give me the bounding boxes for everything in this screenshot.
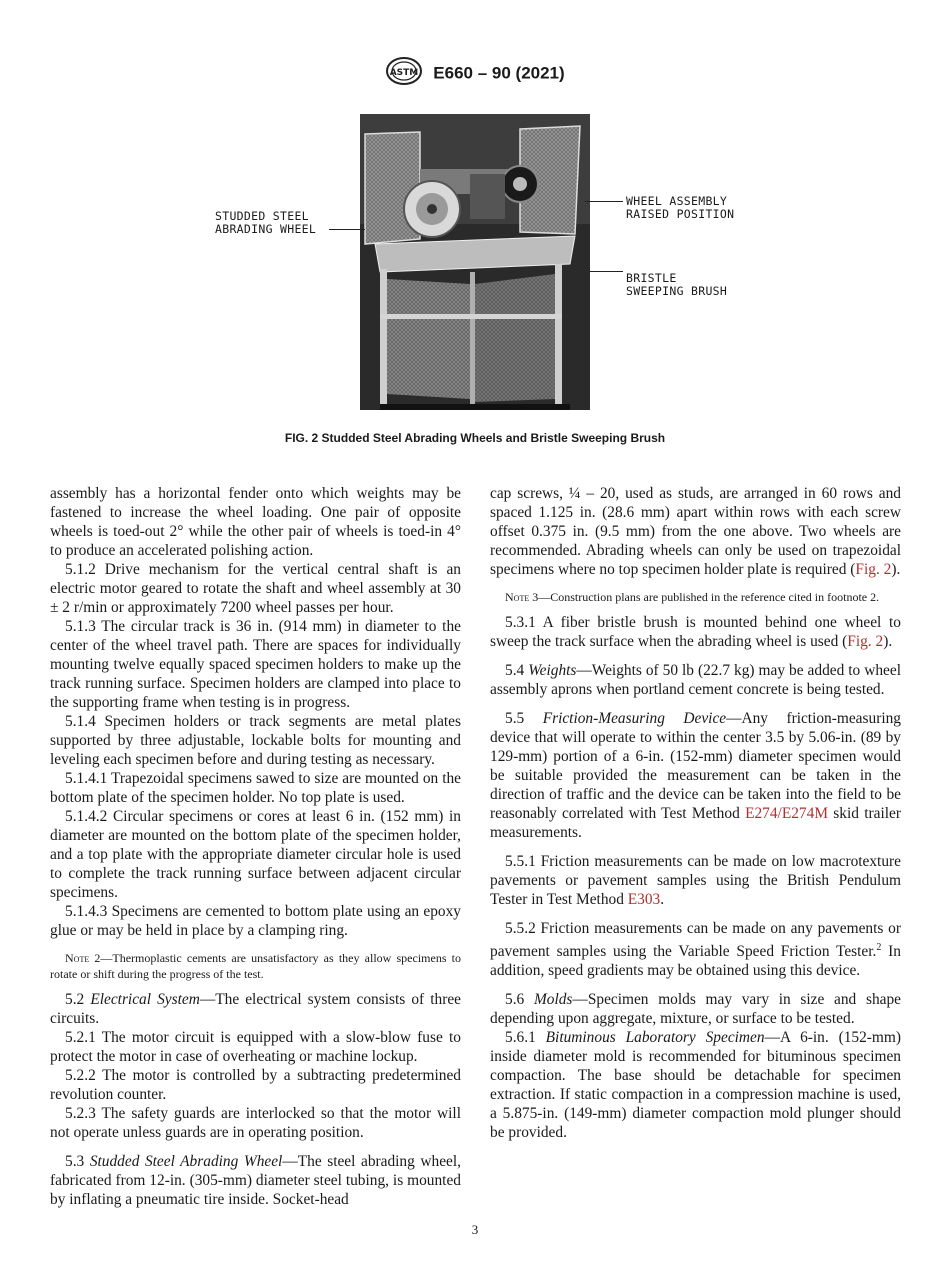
paragraph [490, 990, 901, 1028]
paragraph-end: . [660, 891, 665, 908]
section-text: —Specimen molds may vary in size and shape depending upon aggregate, mixture, or surface to be tested. [490, 991, 901, 1028]
callout-right-a-line2: RAISED POSITION [626, 207, 735, 221]
callout-wheel-assembly [626, 195, 734, 221]
section-text: —Any friction-measuring device that will operate to within the center 3.5 by 5.06-in. (89 by 129-mm) portion of a 6-in. (152-mm) diameter specimen would be suitable provided the measurement can be taken in the direction of traffic and the device can be taken into the field to be reasonably correlated with Test Method [490, 710, 901, 822]
paragraph [490, 1028, 901, 1142]
section-title: Weights [528, 662, 577, 679]
paragraph [490, 661, 901, 699]
section-title: Bituminous Laboratory Specimen [545, 1029, 765, 1047]
paragraph-text: cap screws, ¼ – 20, used as studs, are arranged in 60 rows and spaced 1.125 in. (28.6 mm) apart within rows with each screw offset 0.375 in. (9.5 mm) from the one above. Two wheels are recommended. Abrading wheels can only be used on trapezoidal specimens where no top specimen holder plate is required ( [490, 485, 901, 578]
section-title: Electrical System [90, 991, 200, 1008]
paragraph-text: 5.5.2 Friction measurements can be made on any pavements or pavement samples using the Variable Speed Friction Tester. [490, 920, 901, 961]
paragraph: 5.2.1 The motor circuit is equipped with a slow-blow fuse to protect the motor in case of overheating or machine lockup. [50, 1029, 461, 1065]
footnote-marker: 2 [876, 942, 882, 953]
section-number: 5.4 [505, 662, 529, 679]
figure-link[interactable]: Fig. 2 [855, 561, 892, 578]
note-3 [490, 589, 901, 605]
paragraph-end: skid trailer measurements. [490, 805, 901, 841]
note-label: Note 3 [505, 590, 539, 604]
paragraph-end: ). [891, 561, 901, 578]
paragraph-end: ). [883, 633, 893, 650]
callout-right-b-line1: BRISTLE [626, 271, 677, 285]
section-text: —The electrical system consists of three circuits. [50, 991, 461, 1027]
paragraph [50, 1152, 461, 1209]
callout-bristle-brush [626, 272, 727, 298]
paragraph: 5.1.4.2 Circular specimens or cores at least 6 in. (152 mm) in diameter are mounted on the bottom plate of the specimen holder, and a top plate with the appropriate diameter circular hole is used to complete the track running surface between adjacent circular specimens. [50, 808, 461, 901]
page-number: 3 [471, 1222, 479, 1237]
section-number: 5.6.1 [505, 1029, 546, 1047]
note-text: —Construction plans are published in the reference cited in footnote 2. [538, 590, 880, 604]
paragraph [50, 990, 461, 1028]
astm-logo [385, 56, 423, 91]
paragraph-text: 5.5.1 Friction measurements can be made on low macrotexture pavements or pavement samples using the British Pendulum Tester in Test Method [490, 853, 901, 908]
paragraph: 5.1.4.1 Trapezoidal specimens sawed to size are mounted on the bottom plate of the specimen holder. No top plate is used. [50, 770, 461, 806]
callout-left-line2: ABRADING WHEEL [215, 222, 317, 236]
leader-line-right-b [590, 271, 623, 272]
leader-line-right-a [585, 201, 623, 202]
standard-code: E660 – 90 (2021) [433, 63, 565, 83]
section-number: 5.3 [65, 1153, 90, 1170]
callout-right-b-line2: SWEEPING BRUSH [626, 284, 728, 298]
section-number: 5.2 [65, 991, 91, 1008]
figure-caption: FIG. 2 Studded Steel Abrading Wheels and Bristle Sweeping Brush [284, 431, 666, 445]
paragraph [490, 709, 901, 842]
note-text: —Thermoplastic cements are unsatisfactory as they allow specimens to rotate or shift during the progress of the test. [50, 951, 461, 981]
test-method-link[interactable]: E303 [627, 891, 661, 908]
section-title: Friction-Measuring Device [542, 710, 727, 727]
paragraph: assembly has a horizontal fender onto which weights may be fastened to increase the wheel loading. One pair of opposite wheels is toed-out 2° while the other pair of wheels is toed-in 4° to produce an accelerated polishing action. [50, 485, 461, 559]
section-number: 5.6 [505, 991, 534, 1009]
callout-right-a-line1: WHEEL ASSEMBLY [626, 194, 728, 208]
paragraph [490, 484, 901, 579]
paragraph-text: 5.3.1 A fiber bristle brush is mounted behind one wheel to sweep the track surface when the abrading wheel is used ( [490, 614, 901, 650]
page-header [0, 56, 950, 91]
paragraph: 5.2.2 The motor is controlled by a subtracting predetermined revolution counter. [50, 1067, 461, 1103]
leader-line-left [329, 229, 365, 230]
paragraph: 5.2.3 The safety guards are interlocked so that the motor will not operate unless guards are in operating position. [50, 1105, 461, 1141]
paragraph: 5.1.2 Drive mechanism for the vertical central shaft is an electric motor geared to rotate the shaft and wheel assembly at 30 ± 2 r/min or approximately 7200 wheel passes per hour. [50, 561, 461, 616]
callout-left-line1: STUDDED STEEL [215, 209, 309, 223]
figure-link[interactable]: Fig. 2 [847, 633, 884, 650]
logo-text: ASTM [390, 68, 419, 78]
machine-illustration [360, 114, 590, 410]
section-title: Studded Steel Abrading Wheel [89, 1153, 283, 1170]
paragraph [490, 919, 901, 980]
left-column [50, 484, 461, 1209]
callout-abrading-wheel [215, 210, 316, 236]
paragraph: 5.1.4 Specimen holders or track segments are metal plates supported by three adjustable, lockable bolts for mounting and leveling each specimen before and during testing as necessary. [50, 713, 461, 768]
paragraph [490, 852, 901, 909]
section-number: 5.5 [505, 710, 543, 727]
test-method-link[interactable]: E274/E274M [745, 805, 828, 822]
section-text: —Weights of 50 lb (22.7 kg) may be added to wheel assembly aprons when portland cement concrete is being tested. [490, 662, 901, 698]
section-title: Molds [533, 991, 573, 1009]
paragraph: 5.1.4.3 Specimens are cemented to bottom plate using an epoxy glue or may be held in place by a clamping ring. [50, 903, 461, 939]
right-column [490, 484, 901, 1142]
section-text: —The steel abrading wheel, fabricated from 12-in. (305-mm) diameter steel tubing, is mounted by inflating a pneumatic tire inside. Socket-head [50, 1153, 461, 1208]
paragraph [490, 613, 901, 651]
note-label: Note 2 [65, 951, 101, 965]
figure-photo [360, 114, 590, 410]
paragraph-end: In addition, speed gradients may be obtained using this device. [490, 943, 901, 980]
note-2 [50, 950, 461, 982]
paragraph: 5.1.3 The circular track is 36 in. (914 mm) in diameter to the center of the wheel travel path. There are spaces for individually mounting twelve equally spaced specimen holders to make up the track running surface. Specimen holders are clamped into place to the supporting frame when testing is in progress. [50, 618, 461, 711]
section-text: —A 6-in. (152-mm) inside diameter mold is recommended for bituminous specimen compaction. The base should be detachable for specimen extraction. If static compaction in a compression machine is used, a 5.875-in. (149-mm) diameter compaction mold plunger should be provided. [490, 1029, 901, 1142]
